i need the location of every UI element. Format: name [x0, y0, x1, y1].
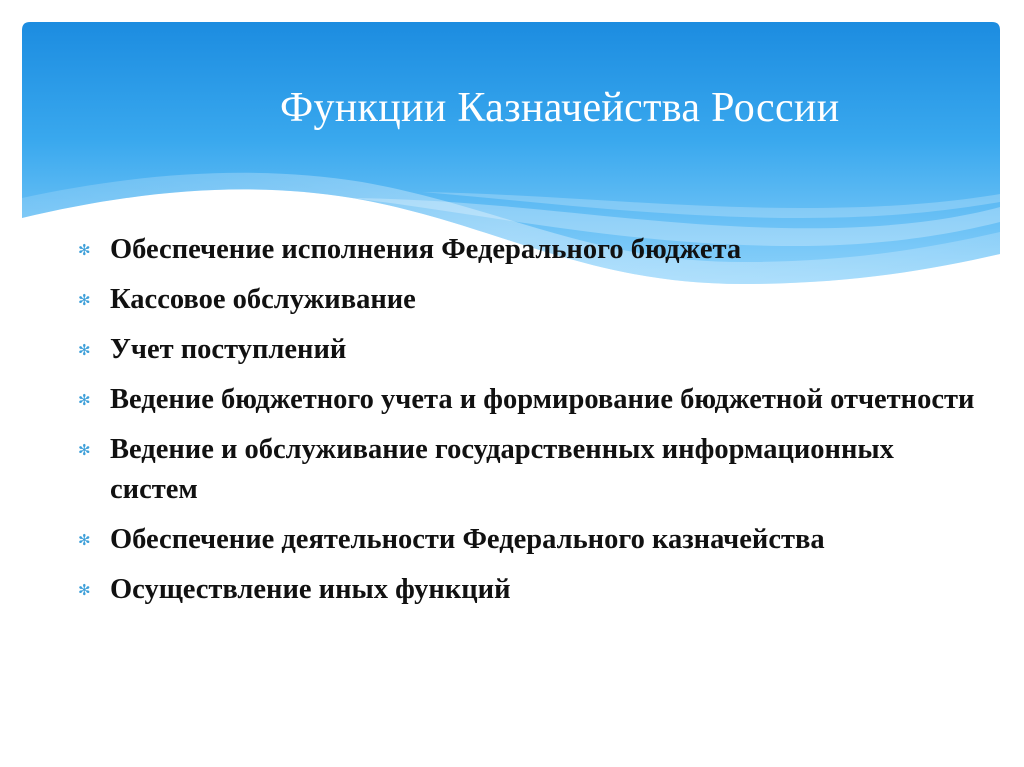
asterisk-bullet-icon: ✻ — [78, 241, 91, 259]
asterisk-bullet-icon: ✻ — [78, 341, 91, 359]
asterisk-bullet-icon: ✻ — [78, 291, 91, 309]
list-item-text: Обеспечение исполнения Федерального бюджета — [110, 234, 742, 265]
list-item-text: Обеспечение деятельности Федерального казначейства — [110, 524, 825, 555]
list-item — [78, 520, 988, 560]
list-item — [78, 570, 988, 610]
list-item — [78, 280, 988, 320]
list-item-text: Осуществление иных функций — [110, 574, 511, 605]
list-item — [78, 430, 988, 510]
list-item — [78, 230, 988, 270]
list-item — [78, 380, 988, 420]
list-item — [78, 330, 988, 370]
slide-title: Функции Казначейства России — [280, 85, 840, 131]
asterisk-bullet-icon: ✻ — [78, 531, 91, 549]
bullet-list — [78, 230, 988, 620]
asterisk-bullet-icon: ✻ — [78, 391, 91, 409]
asterisk-bullet-icon: ✻ — [78, 441, 91, 459]
list-item-text: Кассовое обслуживание — [110, 284, 416, 315]
list-item-text: Ведение и обслуживание государственных информационных систем — [110, 434, 894, 505]
list-item-text: Ведение бюджетного учета и формирование бюджетной отчетности — [110, 384, 975, 415]
list-item-text: Учет поступлений — [110, 334, 347, 365]
asterisk-bullet-icon: ✻ — [78, 581, 91, 599]
